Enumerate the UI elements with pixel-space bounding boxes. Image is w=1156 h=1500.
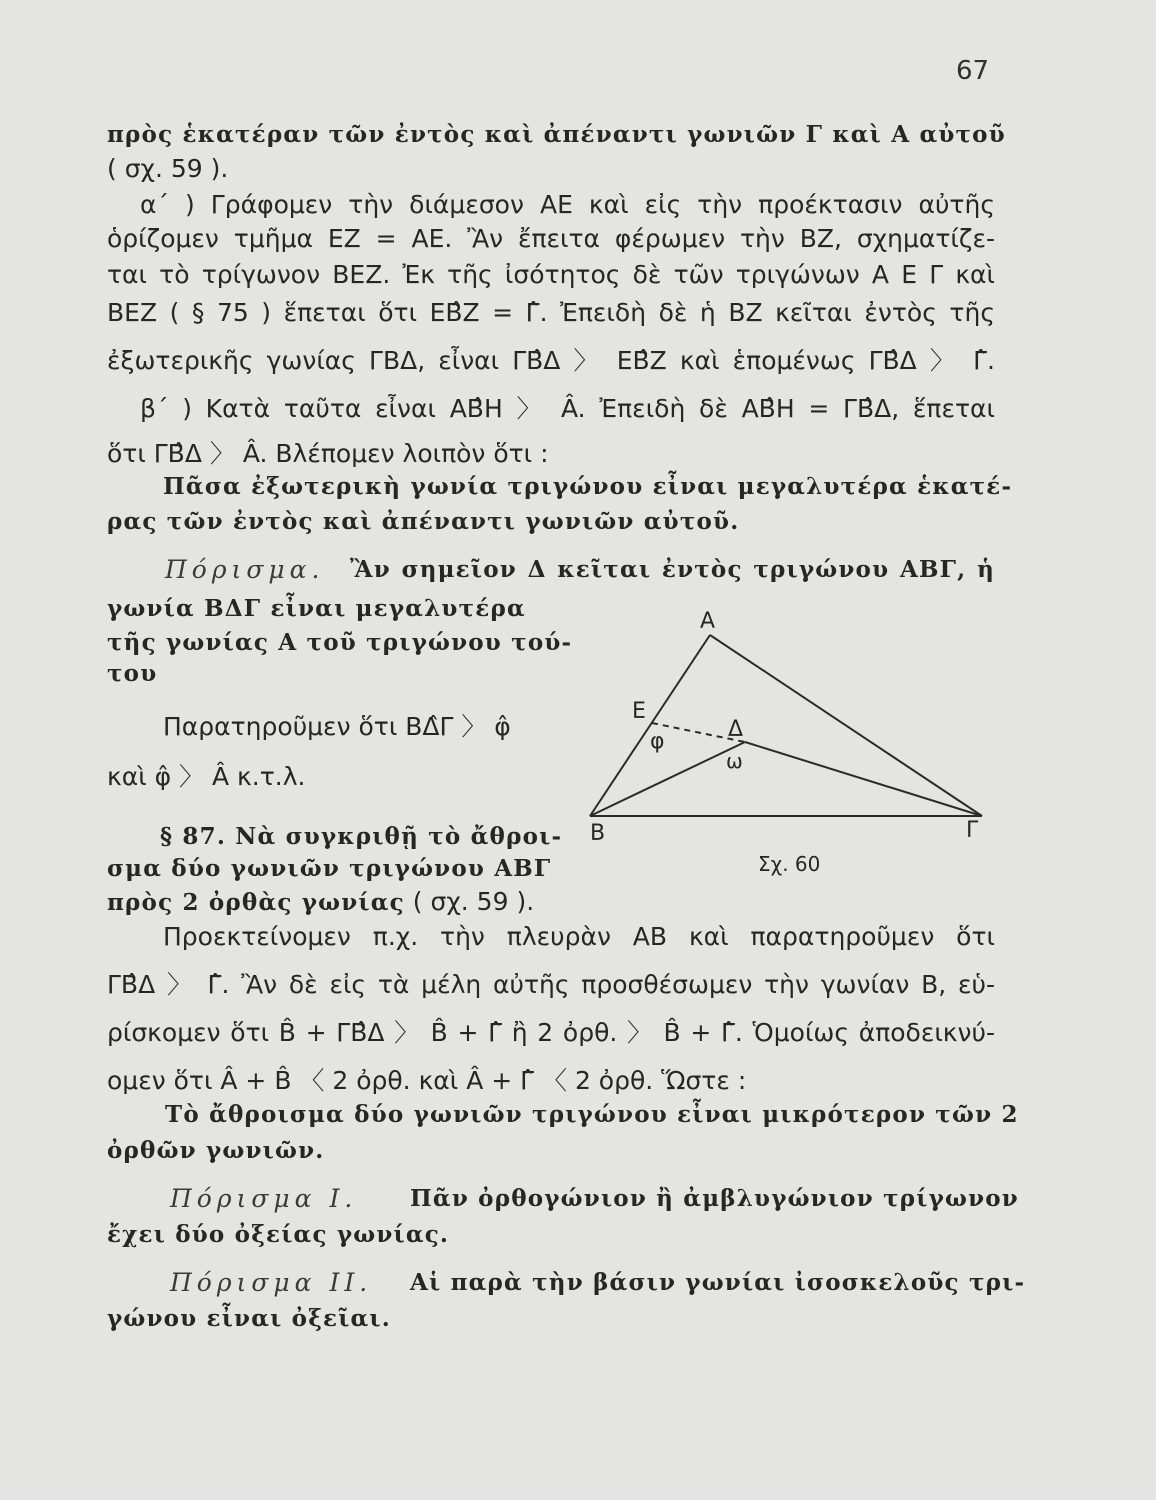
text-line: ρας τῶν ἐντὸς καὶ ἀπέναντι γωνιῶν αὐτοῦ.: [107, 508, 740, 535]
text-line: γωνία ΒΔΓ εἶναι μεγαλυτέρα: [107, 595, 526, 622]
text-span: πρὸς 2 ὀρθὰς γωνίας: [107, 889, 405, 916]
label-d: Δ: [728, 717, 744, 742]
label-a: Α: [700, 609, 716, 634]
side-ag: [710, 635, 982, 816]
text-line: α΄ ) Γράφομεν τὴν διάμεσον ΑΕ καὶ εἰς τὴν προέκτασιν αὐτῆς: [140, 190, 995, 219]
text-line: πρὸς ἑκατέραν τῶν ἐντὸς καὶ ἀπέναντι γωνιῶν Γ καὶ Α αὐτοῦ: [107, 121, 1006, 148]
text-span: ( σχ. 59 ).: [404, 887, 535, 916]
label-phi: φ: [650, 729, 665, 754]
text-line: ΒΕΖ ( § 75 ) ἕπεται ὅτι ΕΒ̂Ζ = Γ̂. Ἐπειδὴ δὲ ἡ ΒΖ κεῖται ἐντὸς τῆς: [107, 298, 995, 327]
segment-bd: [590, 742, 745, 816]
text-line: ρίσκομεν ὅτι B̂ + ΓΒ̂Δ 〉 B̂ + Γ̂ ἢ 2 ὀρθ. 〉 B̂ + Γ̂. Ὁμοίως ἀποδεικνύ-: [107, 1018, 995, 1047]
text-line: ἔχει δύο ὀξείας γωνίας.: [107, 1221, 450, 1248]
text-line: β΄ ) Κατὰ ταῦτα εἶναι ΑΒ̂Η 〉 Â. Ἐπειδὴ δὲ ΑΒ̂Η = ΓΒ̂Δ, ἕπεται: [140, 394, 995, 423]
text-line: Πᾶσα ἐξωτερικὴ γωνία τριγώνου εἶναι μεγαλυτέρα ἑκατέ-: [163, 473, 1013, 500]
text-line: Αἱ παρὰ τὴν βάσιν γωνίαι ἰσοσκελοῦς τρι-: [410, 1269, 1026, 1296]
text-line: Παρατηροῦμεν ὅτι ΒΔ̂Γ 〉 φ̂: [163, 712, 511, 741]
porism-label: Πόρισμα.: [165, 555, 325, 584]
porism-label: Πόρισμα Ι.: [170, 1184, 358, 1213]
text-line: γώνου εἶναι ὀξεῖαι.: [107, 1305, 391, 1332]
text-line: καὶ φ̂ 〉 Â κ.τ.λ.: [107, 762, 306, 791]
section-heading: § 87. Νὰ συγκριθῇ τὸ ἄθροι-: [160, 823, 563, 850]
label-omega: ω: [726, 749, 743, 773]
segment-dg: [745, 742, 982, 816]
text-line: ὀρθῶν γωνιῶν.: [107, 1137, 325, 1164]
text-line: ται τὸ τρίγωνον ΒΕΖ. Ἐκ τῆς ἰσότητος δὲ τῶν τριγώνων Α Ε Γ καὶ: [107, 260, 995, 289]
text-line: του: [107, 660, 158, 687]
label-b: Β: [590, 821, 606, 840]
text-line: Πᾶν ὀρθογώνιον ἢ ἀμβλυγώνιον τρίγωνον: [410, 1185, 1019, 1212]
page-number: 67: [956, 56, 990, 86]
text-line: Προεκτείνομεν π.χ. τὴν πλευρὰν ΑΒ καὶ παρατηροῦμεν ὅτι: [163, 922, 995, 951]
side-ab: [590, 635, 710, 816]
text-line: ομεν ὅτι Â + B̂ 〈 2 ὀρθ. καὶ Â + Γ̂ 〈 2 ὀρθ. Ὥστε :: [107, 1066, 747, 1095]
text-line: Τὸ ἄθροισμα δύο γωνιῶν τριγώνου εἶναι μικρότερον τῶν 2: [165, 1101, 1019, 1128]
text-line: τῆς γωνίας Α τοῦ τριγώνου τού-: [107, 629, 573, 656]
text-line: Ἂν σημεῖον Δ κεῖται ἐντὸς τριγώνου ΑΒΓ, ἡ: [350, 556, 995, 583]
text-line: ( σχ. 59 ).: [107, 154, 229, 183]
text-line: ἐξωτερικῆς γωνίας ΓΒΔ, εἶναι ΓΒ̂Δ 〉 ΕΒ̂Ζ καὶ ἑπομένως ΓΒ̂Δ 〉 Γ̂.: [107, 346, 995, 375]
label-g: Γ: [966, 818, 979, 840]
figure-caption: Σχ. 60: [758, 852, 821, 876]
text-line: ὁρίζομεν τμῆμα ΕΖ = ΑΕ. Ἂν ἔπειτα φέρωμεν τὴν ΒΖ, σχηματίζε-: [107, 224, 995, 253]
porism-label: Πόρισμα ΙΙ.: [170, 1268, 373, 1297]
triangle-figure: [570, 590, 1000, 840]
text-line: σμα δύο γωνιῶν τριγώνου ΑΒΓ: [107, 855, 552, 882]
label-e: Ε: [632, 699, 646, 724]
text-line: ΓΒ̂Δ 〉 Γ̂. Ἂν δὲ εἰς τὰ μέλη αὐτῆς προσθέσωμεν τὴν γωνίαν Β, εὑ-: [107, 970, 995, 999]
text-line: ὅτι ΓΒ̂Δ 〉 Â. Βλέπομεν λοιπὸν ὅτι :: [107, 439, 549, 468]
text-line: [107, 885, 587, 920]
